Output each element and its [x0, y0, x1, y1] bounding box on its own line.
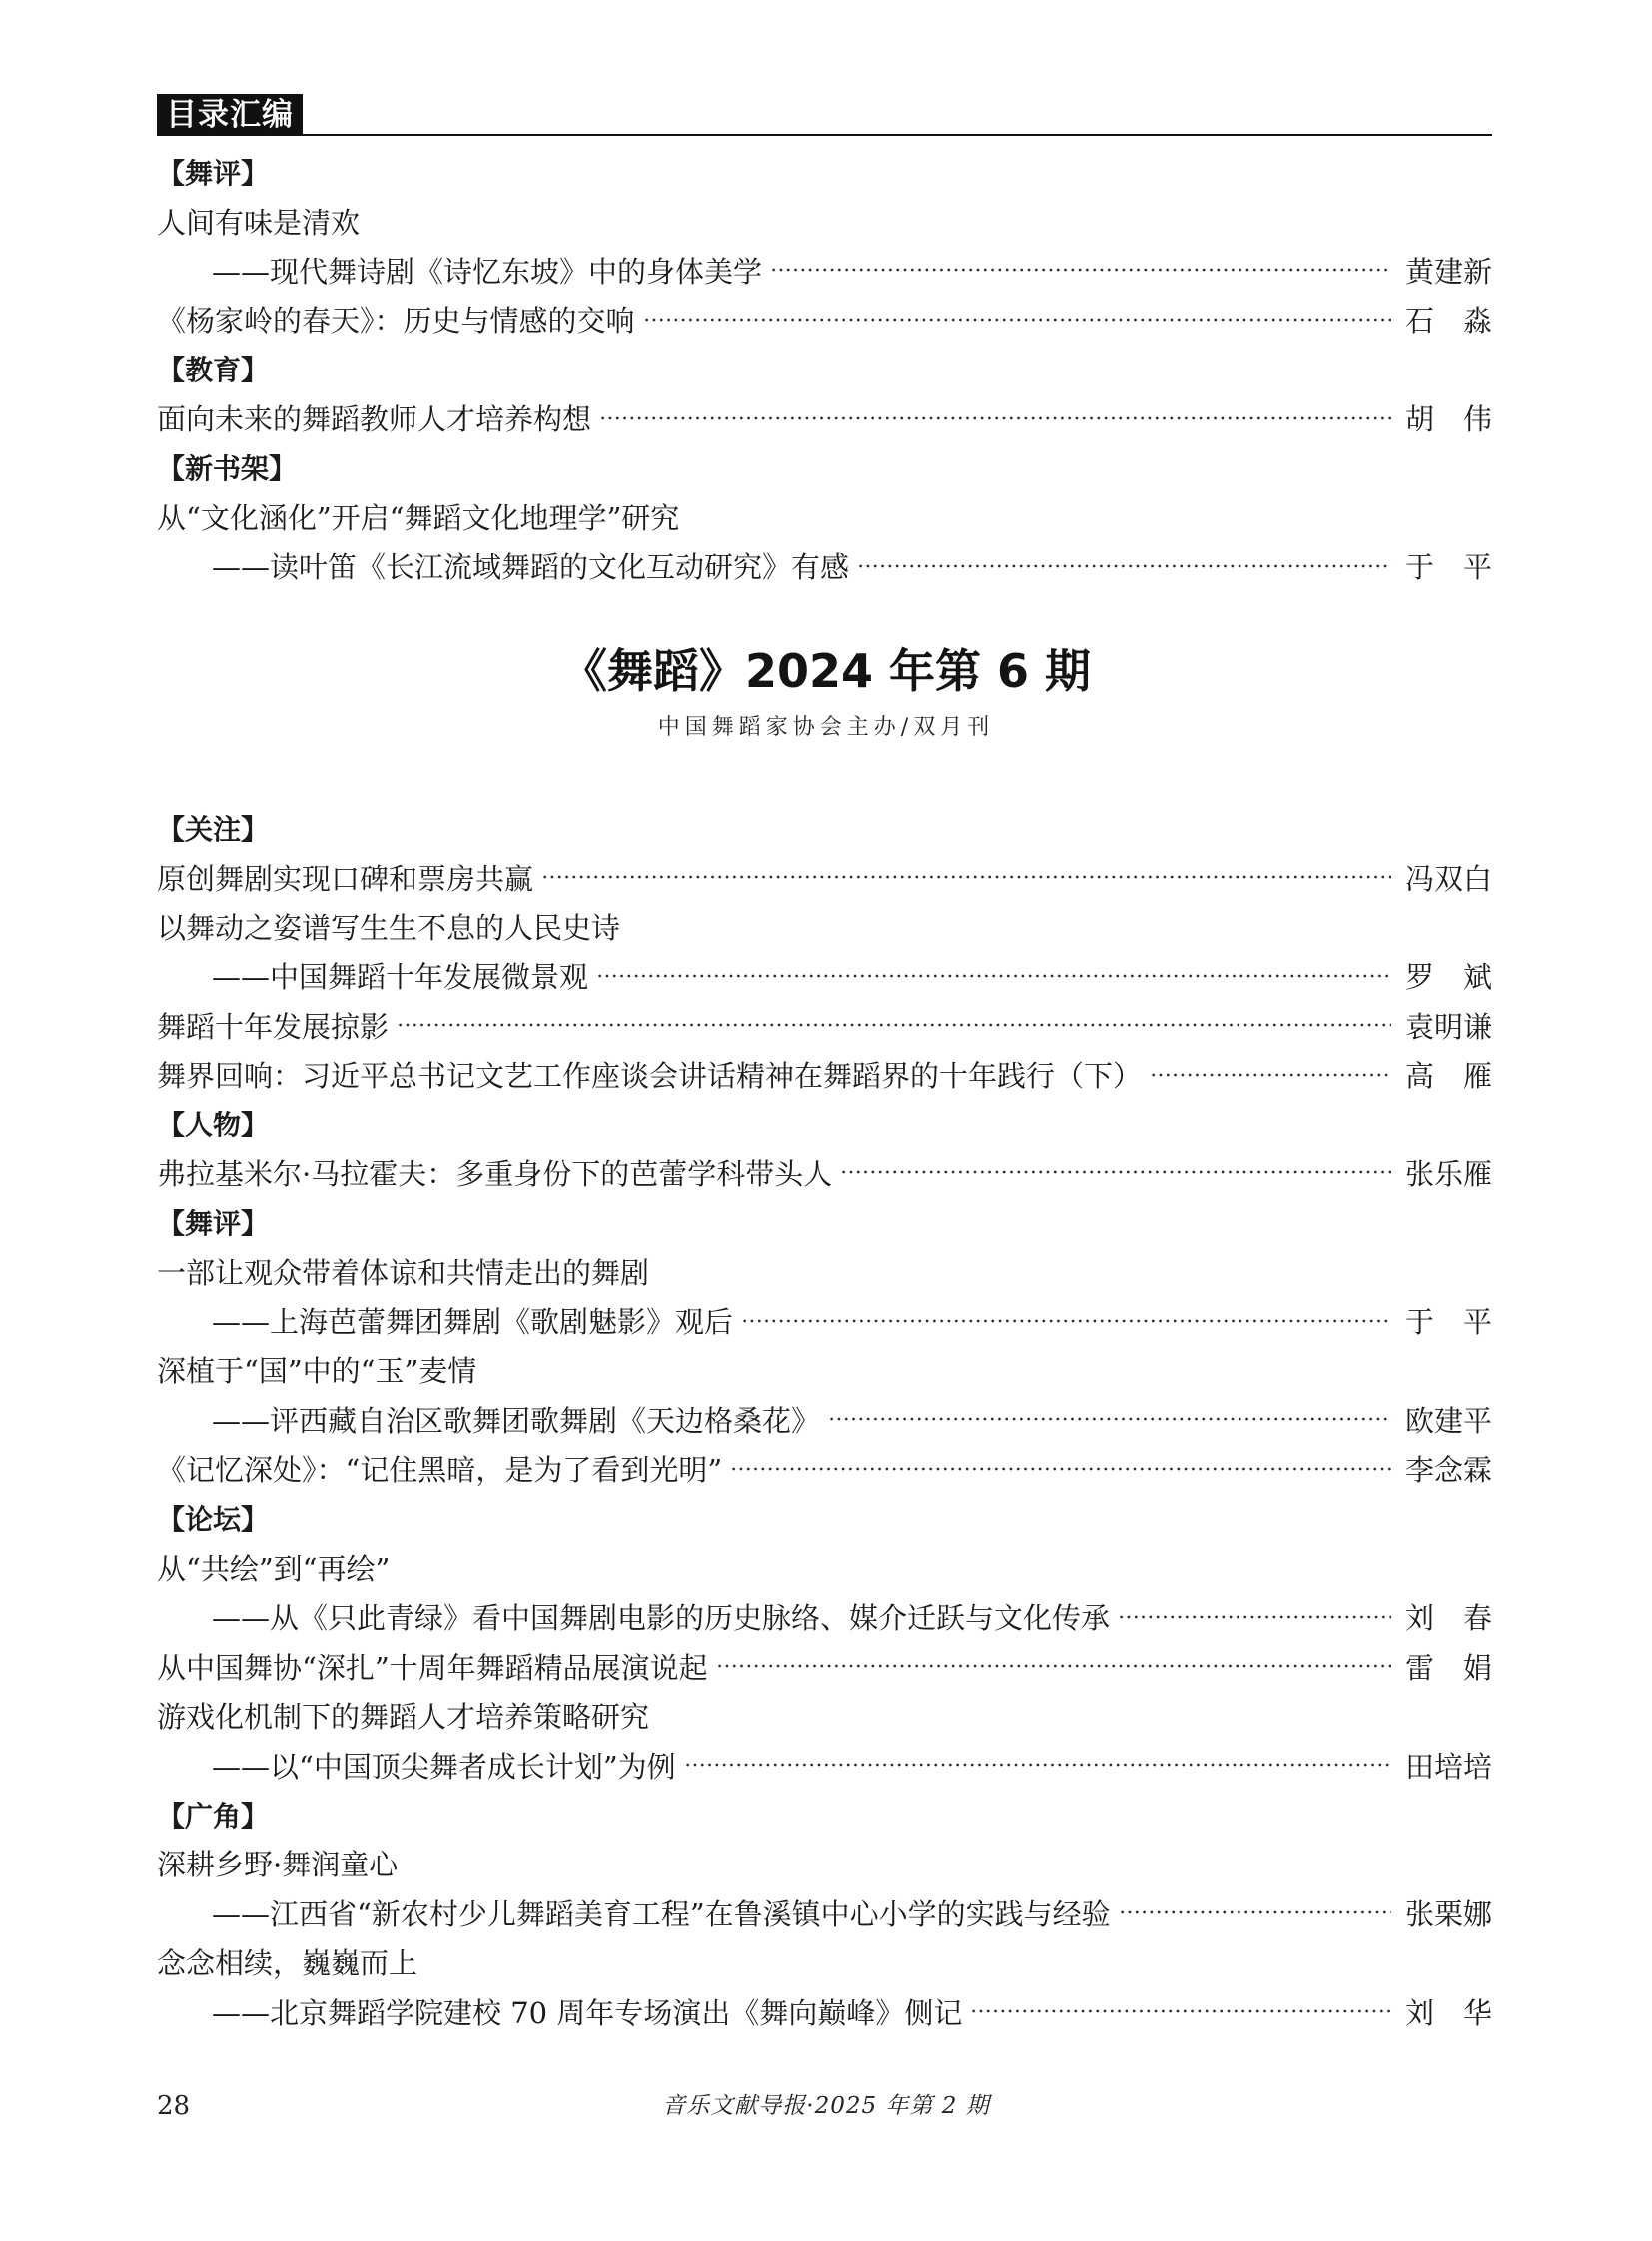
toc-entry-author: 于 平 [1405, 550, 1493, 585]
toc-entry-author: 田培培 [1405, 1749, 1493, 1784]
toc-entry-subtitle: ——评西藏自治区歌舞团歌舞剧《天边格桑花》 [212, 1403, 821, 1438]
toc-entry [157, 902, 1492, 951]
dot-leader [596, 973, 1391, 979]
toc-entry [157, 1444, 1492, 1493]
toc-entry-subtitle: ——从《只此青绿》看中国舞剧电影的历史脉络、媒介迁跃与文化传承 [212, 1601, 1111, 1636]
toc-entry-author: 高 雁 [1405, 1059, 1493, 1094]
toc-entry-author: 张乐雁 [1405, 1156, 1493, 1191]
dot-leader [840, 1169, 1391, 1175]
toc-entry-title: 舞蹈十年发展掠影 [157, 1009, 390, 1044]
toc-entry-title: 从“共绘”到“再绘” [157, 1552, 391, 1587]
toc-entry-title: 原创舞剧实现口碑和票房共赢 [157, 861, 534, 896]
toc-entry [157, 196, 1492, 245]
header-rule [303, 134, 1492, 136]
toc-entry [157, 1839, 1492, 1887]
toc-entry-title: 面向未来的舞蹈教师人才培养构想 [157, 402, 592, 437]
issue-title: 《舞蹈》2024 年第 6 期 [560, 644, 1092, 698]
toc-entry-title: 弗拉基米尔·马拉霍夫：多重身份下的芭蕾学科带头人 [157, 1156, 833, 1191]
toc-entry [157, 1592, 1492, 1641]
toc-entry-author: 黄建新 [1405, 254, 1493, 289]
toc-section-heading: 【舞评】 [157, 156, 270, 190]
toc-entry-author: 冯双白 [1405, 861, 1493, 896]
toc-entry-author: 于 平 [1405, 1305, 1493, 1340]
toc-entry-title: 念念相续，巍巍而上 [157, 1946, 418, 1981]
dot-leader [643, 317, 1391, 323]
issue-publisher: 中国舞蹈家协会主办/双月刊 [657, 715, 995, 740]
toc-entry-subtitle: ——上海芭蕾舞团舞剧《歌剧魅影》观后 [212, 1305, 734, 1340]
toc-entry [157, 1642, 1492, 1691]
dot-leader [1118, 1614, 1391, 1620]
toc-entry-subtitle: ——中国舞蹈十年发展微景观 [212, 960, 589, 995]
toc-entry [157, 1937, 1492, 1986]
dot-leader [741, 1318, 1391, 1324]
toc-entry [157, 1345, 1492, 1394]
toc-entry-title: 游戏化机制下的舞蹈人才培养策略研究 [157, 1700, 650, 1735]
toc-entry-author: 刘 春 [1405, 1601, 1493, 1636]
toc-entry [157, 1691, 1492, 1740]
toc-entry-subtitle: ——江西省“新农村少儿舞蹈美育工程”在鲁溪镇中心小学的实践与经验 [212, 1896, 1111, 1931]
toc-section-heading: 【舞评】 [157, 1206, 270, 1240]
toc-entry [157, 1001, 1492, 1050]
toc-entry-title: 人间有味是清欢 [157, 205, 361, 240]
section-tag: 目录汇编 [157, 94, 303, 136]
toc-previous-issue [157, 147, 1492, 591]
toc-section-heading: 【关注】 [157, 812, 270, 846]
toc-entry [157, 951, 1492, 1000]
toc-entry-title: 《杨家岭的春天》：历史与情感的交响 [157, 304, 635, 339]
running-footer: 音乐文献导报·2025 年第 2 期 [662, 2093, 990, 2119]
dot-leader [397, 1022, 1391, 1028]
toc-entry-author: 张栗娜 [1405, 1896, 1493, 1931]
toc-entry [157, 492, 1492, 541]
toc-entry-title: 一部让观众带着体谅和共情走出的舞剧 [157, 1255, 650, 1290]
dot-leader [970, 2008, 1391, 2014]
toc-entry [157, 1296, 1492, 1345]
dot-leader [541, 874, 1391, 880]
toc-entry-author: 刘 华 [1405, 1995, 1493, 2030]
toc-entry-subtitle: ——北京舞蹈学院建校 70 周年专场演出《舞向巅峰》侧记 [212, 1995, 963, 2030]
toc-entry-title: 《记忆深处》：“记住黑暗，是为了看到光明” [157, 1453, 723, 1488]
toc-entry [157, 1986, 1492, 2035]
toc-entry [157, 541, 1492, 590]
toc-entry [157, 1740, 1492, 1789]
toc-entry-author: 胡 伟 [1405, 402, 1493, 437]
toc-entry [157, 852, 1492, 901]
dot-leader [1119, 1909, 1391, 1915]
toc-entry-title: 舞界回响：习近平总书记文艺工作座谈会讲话精神在舞蹈界的十年践行（下） [157, 1059, 1143, 1094]
toc-section-heading: 【人物】 [157, 1109, 270, 1142]
toc-entry [157, 1148, 1492, 1197]
toc-entry-title: 从中国舞协“深扎”十周年舞蹈精品展演说起 [157, 1650, 708, 1685]
toc-entry [157, 295, 1492, 344]
toc-entry-author: 石 淼 [1405, 304, 1493, 339]
toc-entry-author: 罗 斌 [1405, 960, 1493, 995]
dot-leader [1150, 1072, 1391, 1078]
toc-entry [157, 1050, 1492, 1099]
toc-entry [157, 1543, 1492, 1592]
toc-entry [157, 1247, 1492, 1296]
dot-leader [828, 1416, 1391, 1422]
toc-entry-title: 以舞动之姿谱写生生不息的人民史诗 [157, 910, 621, 945]
dot-leader [770, 267, 1391, 273]
toc-entry [157, 1888, 1492, 1937]
toc-entry-title: 深植于“国”中的“玉”麦情 [157, 1354, 477, 1389]
toc-section-heading: 【论坛】 [157, 1503, 270, 1537]
dot-leader [857, 563, 1391, 569]
toc-section-heading: 【教育】 [157, 354, 270, 387]
toc-entry-author: 欧建平 [1405, 1403, 1493, 1438]
toc-entry-subtitle: ——现代舞诗剧《诗忆东坡》中的身体美学 [212, 254, 763, 289]
dot-leader [716, 1663, 1391, 1669]
toc-entry-author: 袁明谦 [1405, 1009, 1493, 1044]
toc-issue [157, 803, 1492, 2036]
toc-entry-title: 从“文化涵化”开启“舞蹈文化地理学”研究 [157, 500, 680, 535]
toc-entry-subtitle: ——以“中国顶尖舞者成长计划”为例 [212, 1749, 676, 1784]
toc-entry [157, 246, 1492, 295]
dot-leader [684, 1762, 1391, 1768]
toc-entry-author: 李念霖 [1405, 1453, 1493, 1488]
toc-entry-title: 深耕乡野·舞润童心 [157, 1848, 399, 1882]
toc-entry [157, 1395, 1492, 1444]
toc-entry-author: 雷 娟 [1405, 1650, 1493, 1685]
toc-section-heading: 【新书架】 [157, 452, 298, 486]
toc-section-heading: 【广角】 [157, 1799, 270, 1833]
dot-leader [730, 1466, 1391, 1472]
toc-entry-subtitle: ——读叶笛《长江流域舞蹈的文化互动研究》有感 [212, 550, 850, 585]
page-number: 28 [157, 2091, 191, 2121]
toc-entry [157, 393, 1492, 442]
dot-leader [599, 415, 1391, 421]
